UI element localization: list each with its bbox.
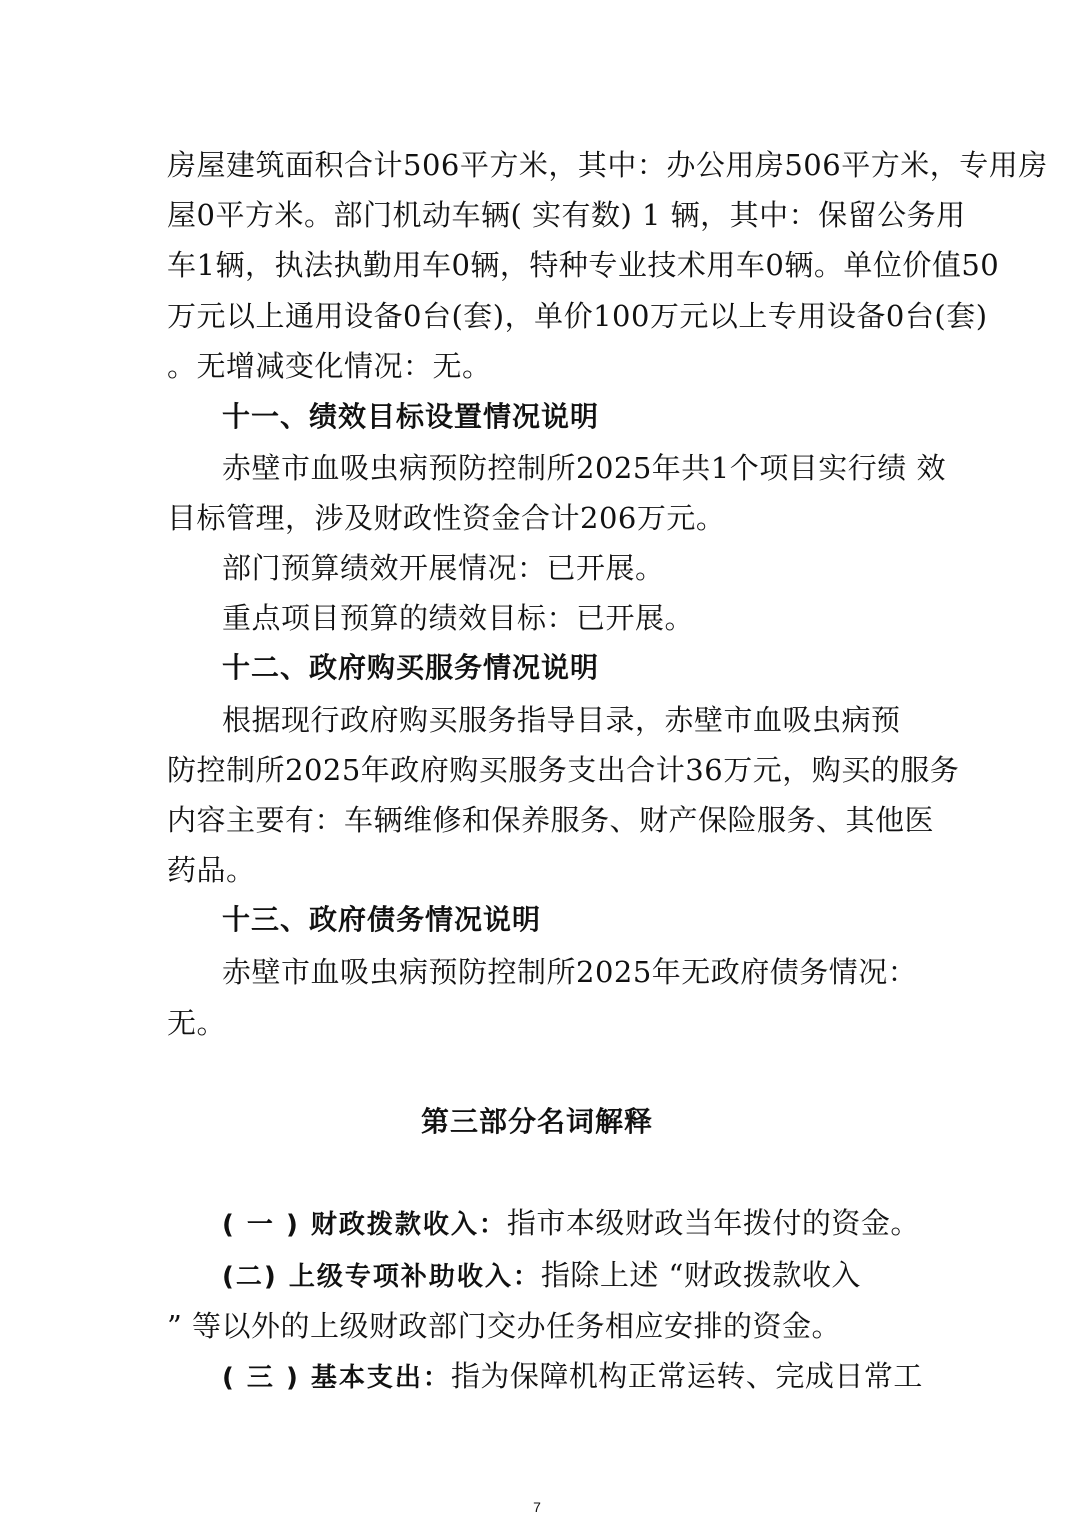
definition-term: ( 一 ) 财政拨款收入： (222, 1210, 507, 1240)
paragraph-line: 无。 (167, 1006, 227, 1040)
paragraph-line: 重点项目预算的绩效目标：已开展。 (222, 601, 695, 635)
definition-term: ( 三 ) 基本支出： (222, 1363, 451, 1393)
paragraph-line: 部门预算绩效开展情况：已开展。 (222, 551, 665, 585)
paragraph-line: 赤壁市血吸虫病预防控制所2025年共1个项目实行绩 效 (222, 451, 946, 485)
paragraph-line: 屋0平方米。部门机动车辆( 实有数) 1 辆，其中：保留公务用 (167, 198, 966, 232)
paragraph-line: 万元以上通用设备0台(套)，单价100万元以上专用设备0台(套) (167, 299, 988, 333)
definition-item (222, 1255, 927, 1297)
paragraph-line: 房屋建筑面积合计506平方米，其中：办公用房506平方米，专用房 (167, 148, 1048, 182)
section-heading: 十一、绩效目标设置情况说明 (222, 400, 600, 433)
paragraph-line: 内容主要有：车辆维修和保养服务、财产保险服务、其他医 (167, 803, 935, 837)
paragraph-line: 药品。 (167, 853, 256, 887)
page-number: 7 (533, 1499, 541, 1515)
definition-text: 指为保障机构正常运转、完成日常工 (450, 1359, 923, 1393)
section-heading: 十三、政府债务情况说明 (222, 903, 542, 936)
paragraph-line: 防控制所2025年政府购买服务支出合计36万元，购买的服务 (167, 753, 960, 787)
paragraph-line: 车1辆，执法执勤用车0辆，特种专业技术用车0辆。单位价值50 (167, 248, 1000, 282)
definition-item (222, 1356, 927, 1398)
definition-text: 指市本级财政当年拨付的资金。 (506, 1206, 920, 1240)
paragraph-line: 赤壁市血吸虫病预防控制所2025年无政府债务情况： (222, 955, 918, 989)
paragraph-line: 目标管理，涉及财政性资金合计206万元。 (167, 501, 726, 535)
definition-text: 指除上述 “财政拨款收入 (540, 1258, 861, 1292)
section-heading: 十二、政府购买服务情况说明 (222, 651, 600, 684)
definition-term: (二) 上级专项补助收入： (222, 1262, 541, 1292)
paragraph-line: 根据现行政府购买服务指导目录，赤壁市血吸虫病预 (222, 703, 901, 737)
part-title: 第三部分名词解释 (420, 1105, 653, 1138)
definition-item (222, 1203, 927, 1245)
paragraph-line: 。无增减变化情况：无。 (167, 349, 492, 383)
definition-text-continuation: ” 等以外的上级财政部门交办任务相应安排的资金。 (167, 1309, 842, 1343)
